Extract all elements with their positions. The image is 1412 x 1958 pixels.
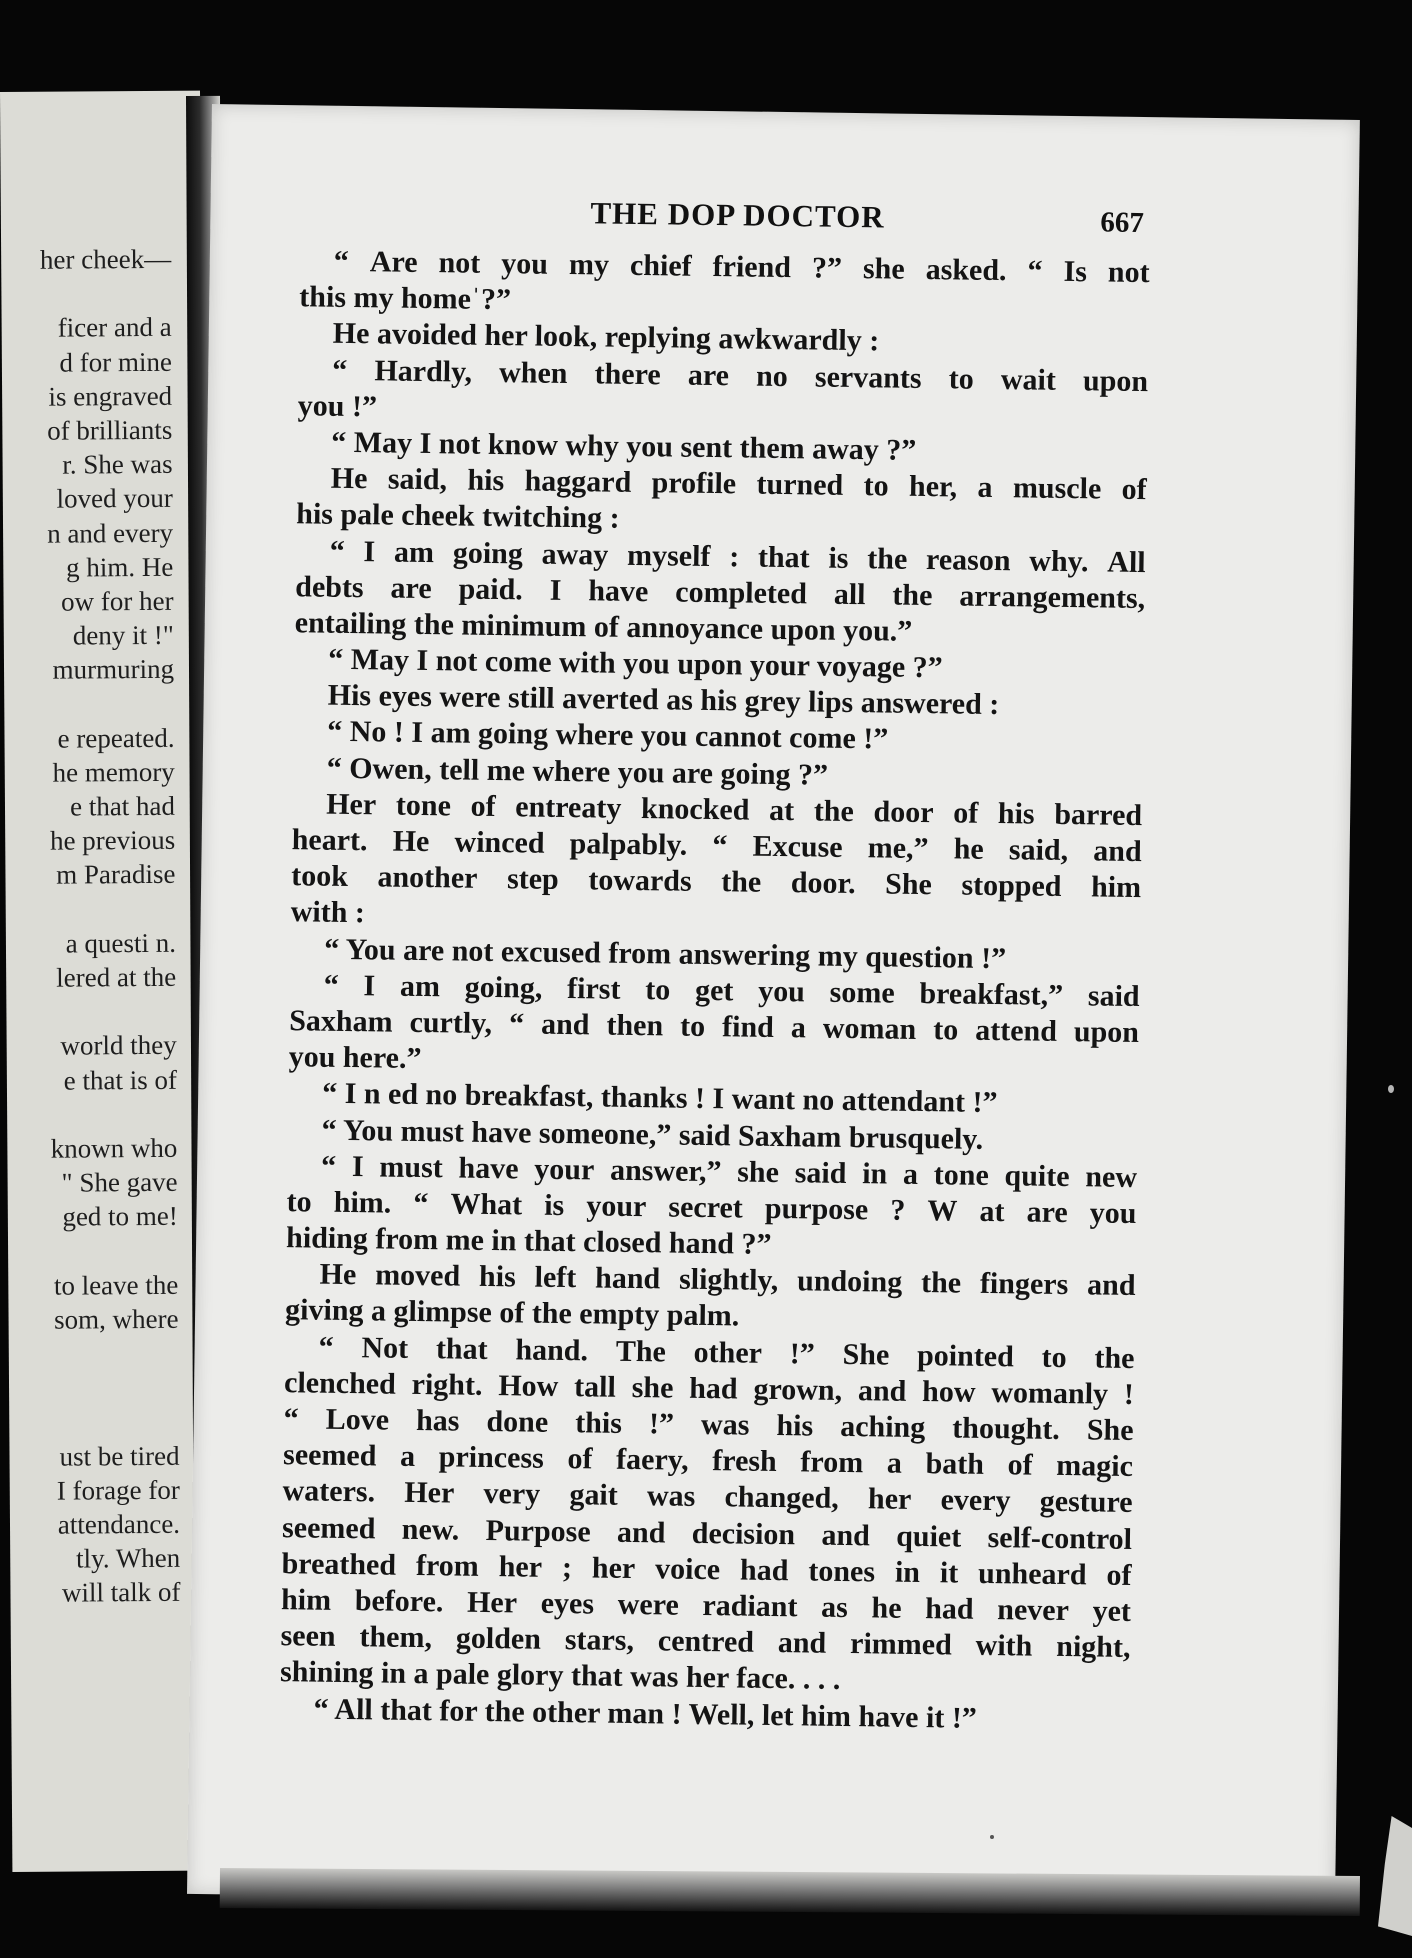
text-line: “ Love has done this !” was his aching thought. She xyxy=(283,1402,1134,1447)
left-page-line: " She gave xyxy=(61,1166,178,1198)
running-title: THE DOP DOCTOR xyxy=(590,195,885,235)
left-page-line xyxy=(1,276,171,311)
text-line: him before. Her eyes were radiant as he had never yet xyxy=(280,1583,1132,1628)
text-line: “ I must have your answer,” she said in a tone quite new xyxy=(320,1149,1138,1194)
left-page-line xyxy=(4,686,174,721)
left-page-line: of brilliants xyxy=(47,414,173,446)
body-text xyxy=(279,243,1150,1738)
text-line: He moved his left hand slightly, undoing the fingers and xyxy=(319,1257,1136,1303)
scan-speck xyxy=(1388,1085,1394,1093)
text-line: “ I am going, first to get you some breakfast,” said xyxy=(323,968,1140,1013)
text-line: seemed a princess of faery, fresh from a bath of magic xyxy=(282,1438,1134,1484)
text-line: He avoided her look, replying awkwardly : xyxy=(332,317,880,358)
left-page-line: r. She was xyxy=(62,448,173,480)
text-line: He said, his haggard profile turned to her, a muscle of xyxy=(330,461,1147,507)
left-page-line: d for mine xyxy=(59,346,172,378)
text-line: you here.” xyxy=(288,1040,422,1076)
text-line: to him. “ What is your secret purpose ? W at are you xyxy=(286,1185,1137,1230)
text-line: “ Hardly, when there are no servants to wait upon xyxy=(332,353,1149,398)
text-line: seen them, golden stars, centred and rimmed with night, xyxy=(280,1619,1131,1665)
text-line: “ Not that hand. The other !” She pointed to the xyxy=(318,1330,1135,1375)
text-line: Saxham curtly, “ and then to find a woman to attend upon xyxy=(288,1004,1140,1049)
text-line: heart. He winced palpably. “ Excuse me,” he said, and xyxy=(291,823,1142,869)
left-page-line: loved your xyxy=(56,483,173,514)
page-corner-fold xyxy=(1378,1816,1412,1936)
text-line: clenched right. How tall she had grown, and how womanly ! xyxy=(283,1365,1135,1411)
left-page-line: ust be tired xyxy=(59,1440,180,1472)
text-line: “ Are not you my chief friend ?” she asked. “ Is not xyxy=(333,244,1150,290)
left-page-line: murmuring xyxy=(52,654,175,685)
text-line: “ You are not excused from answering my question !” xyxy=(323,932,1007,975)
text-line: “ Owen, tell me where you are going ?” xyxy=(326,751,829,792)
left-page-line: lered at the xyxy=(56,961,177,993)
left-page-line: attendance. xyxy=(57,1508,181,1540)
text-line: Her tone of entreaty knocked at the door of his barred xyxy=(326,787,1143,832)
left-page-line: world they xyxy=(60,1030,177,1061)
right-page xyxy=(187,104,1360,1910)
left-page-line: g him. He xyxy=(65,551,174,583)
text-line: breathed from her ; her voice had tones in it unheard of xyxy=(281,1546,1132,1592)
page-number: 667 xyxy=(1100,206,1145,240)
left-page xyxy=(0,91,212,1872)
left-page-line: I forage for xyxy=(56,1474,180,1506)
text-line: debts are paid. I have completed all the arrangements, xyxy=(295,569,1146,615)
left-page-line xyxy=(9,1370,179,1405)
left-page-line: tly. When xyxy=(75,1542,181,1574)
left-page-line xyxy=(8,1233,178,1268)
text-line: seemed new. Purpose and decision and quiet self-control xyxy=(281,1510,1133,1556)
left-page-line xyxy=(9,1404,179,1439)
left-page-line: deny it !" xyxy=(72,619,174,651)
left-page-line: e that is of xyxy=(63,1064,178,1096)
text-line: waters. Her very gait was changed, her every gesture xyxy=(282,1474,1133,1520)
left-page-line: som, where xyxy=(53,1303,179,1335)
left-page-line: e repeated. xyxy=(57,722,175,754)
text-line: you !” xyxy=(297,388,378,424)
scan-speck xyxy=(990,1835,994,1839)
text-line: this my homeˈ?” xyxy=(299,280,512,317)
text-line: with : xyxy=(290,895,366,930)
left-page-line: is engraved xyxy=(48,380,173,412)
left-page-line: he previous xyxy=(49,824,176,856)
left-page-line xyxy=(6,994,176,1029)
text-line: giving a glimpse of the empty palm. xyxy=(284,1293,740,1333)
left-page-line: ficer and a xyxy=(57,312,172,343)
left-page-line: n and every xyxy=(47,517,174,549)
text-line: entailing the minimum of annoyance upon you.” xyxy=(294,606,913,648)
text-line: took another step towards the door. She stopped him xyxy=(291,859,1142,905)
left-page-line: her cheek— xyxy=(39,243,172,275)
text-line: His eyes were still averted as his grey lips answered : xyxy=(327,678,1000,722)
text-line: “ May I not know why you sent them away ?” xyxy=(331,425,917,467)
left-page-text xyxy=(1,242,181,1611)
text-line: “ I am going away myself : that is the reason why. All xyxy=(329,534,1146,579)
left-page-line: known who xyxy=(50,1132,178,1164)
text-line: “ No ! I am going where you cannot come !” xyxy=(327,715,889,756)
text-line: his pale cheek twitching : xyxy=(296,497,620,536)
page-header xyxy=(590,195,1390,246)
left-page-line: ged to me! xyxy=(62,1201,178,1232)
text-line: “ I n ed no breakfast, thanks ! I want no attendant !” xyxy=(321,1076,998,1120)
text-line: “ All that for the other man ! Well, let him have it !” xyxy=(313,1692,978,1735)
left-page-line xyxy=(7,1096,177,1131)
left-page-line xyxy=(9,1336,179,1371)
left-page-line xyxy=(6,891,176,926)
text-line: hiding from me in that closed hand ?” xyxy=(285,1221,772,1261)
text-line: “ May I not come with you upon your voyage ?” xyxy=(328,642,943,685)
left-page-line: will talk of xyxy=(61,1577,181,1608)
left-page-line: m Paradise xyxy=(56,859,176,891)
page-bottom-shadow xyxy=(220,1868,1360,1916)
text-line: shining in a pale glory that was her face. . . . xyxy=(279,1655,841,1697)
left-page-line: ow for her xyxy=(60,585,174,617)
left-page-line: a questi n. xyxy=(65,927,177,959)
text-line: “ You must have someone,” said Saxham brusquely. xyxy=(321,1113,984,1156)
left-page-line: e that had xyxy=(69,790,176,822)
left-page-line: to leave the xyxy=(53,1269,179,1301)
left-page-line: he memory xyxy=(52,756,175,788)
